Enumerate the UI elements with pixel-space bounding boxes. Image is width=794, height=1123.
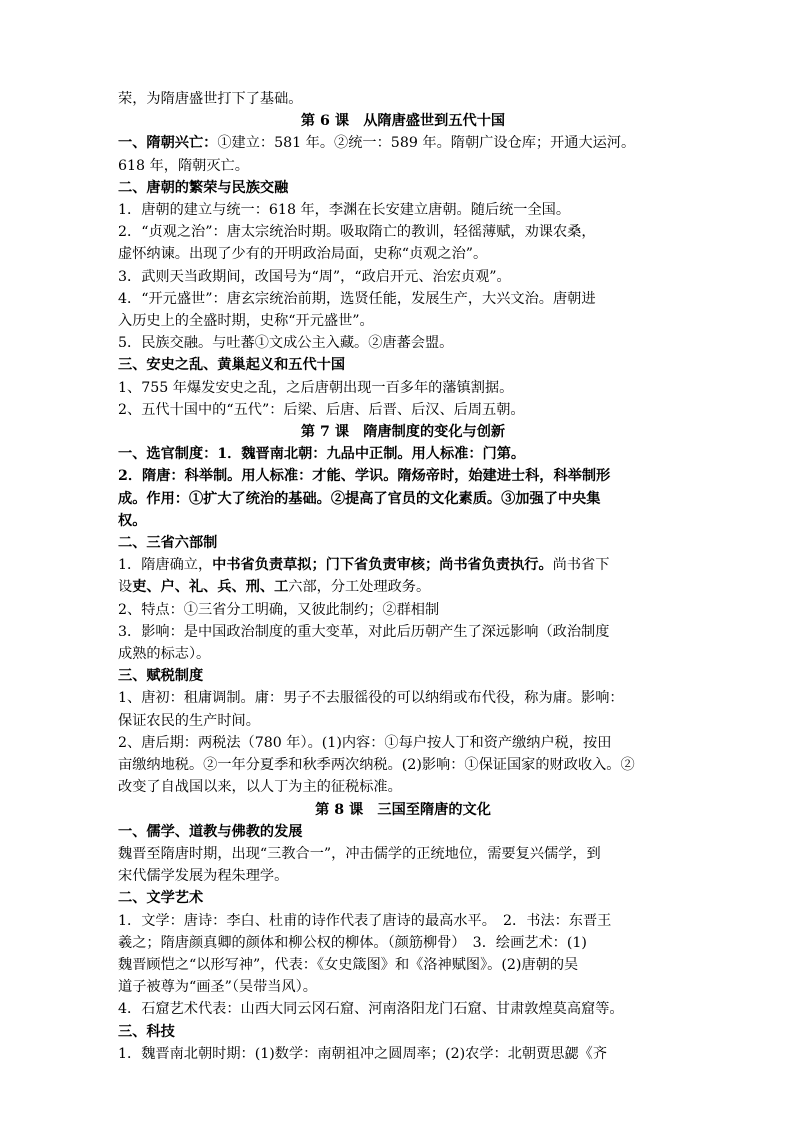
section-heading: 二、三省六部制	[118, 535, 218, 552]
text-line: 荣，为隋唐盛世打下了基础。	[118, 91, 303, 107]
text-line: 2、特点：①三省分工明确，又彼此制约；②群相制	[118, 601, 440, 618]
text-line: 2．“贞观之治”：唐太宗统治时期。吸取隋亡的教训，轻徭薄赋，劝课农桑，	[118, 224, 596, 241]
section-heading: 三、赋税制度	[118, 668, 204, 685]
bold-span: 吏、户、礼、兵、刑、工	[132, 579, 289, 596]
text-line: 2、唐后期：两税法（780 年）。(1)内容：①每户按人丁和资产缴纳户税，按田	[118, 734, 612, 751]
text-line: 1．唐朝的建立与统一：618 年，李渊在长安建立唐朝。随后统一全国。	[118, 202, 571, 219]
text-line: 3．影响：是中国政治制度的重大变革，对此后历朝产生了深远影响（政治制度	[118, 623, 610, 640]
section-heading: 二、唐朝的繁荣与民族交融	[118, 179, 289, 196]
text-line: 一、选官制度：1．魏晋南北朝：九品中正制。用人标准：门第。	[118, 446, 526, 463]
text-span: 六部，分工处理政务。	[288, 579, 431, 596]
text-line: 1．文学：唐诗：李白、杜甫的诗作代表了唐诗的最高水平。 2．书法：东晋王	[118, 912, 612, 929]
text-line: 改变了自战国以来，以人丁为主的征税标准。	[118, 779, 402, 796]
text-line: 宋代儒学发展为程朱理学。	[118, 868, 289, 885]
text-line: 魏晋顾恺之“以形写神”，代表：《女史箴图》和《洛神赋图》。(2)唐朝的吴	[118, 956, 579, 973]
document-page	[118, 88, 688, 1065]
text-span: ①建立：581 年。②统一：589 年。隋朝广设仓库；开通大运河。	[217, 135, 636, 152]
section-heading: 一、儒学、道教与佛教的发展	[118, 823, 303, 840]
text-line: 5．民族交融。与吐蕃①文成公主入藏。②唐蕃会盟。	[118, 335, 454, 352]
section-heading: 一、隋朝兴亡：	[118, 135, 218, 152]
text-line: 4．“开元盛世”：唐玄宗统治前期，选贤任能，发展生产，大兴文治。唐朝进	[118, 290, 596, 307]
section-heading: 二、文学艺术	[118, 890, 204, 907]
bold-span: 中书省负责草拟；门下省负责审核；尚书省负责执行。	[212, 557, 553, 574]
text-line: 1、755 年爆发安史之乱，之后唐朝出现一百多年的藩镇割据。	[118, 379, 514, 396]
text-span: 尚书省下	[552, 557, 610, 574]
section-heading: 三、科技	[118, 1023, 175, 1040]
text-line: 权。	[118, 512, 147, 529]
section-heading: 三、安史之乱、黄巢起义和五代十国	[118, 357, 346, 374]
text-span: 设	[118, 579, 133, 596]
text-line: 魏晋至隋唐时期，出现“三教合一”，冲击儒学的正统地位，需要复兴儒学，到	[118, 845, 601, 862]
text-line: 羲之；隋唐颜真卿的颜体和柳公权的柳体。（颜筋柳骨） 3．绘画艺术：(1)	[118, 934, 587, 951]
lesson-title: 第 8 课 三国至隋唐的文化	[315, 801, 491, 818]
text-line: 4．石窟艺术代表：山西大同云冈石窟、河南洛阳龙门石窟、甘肃敦煌莫高窟等。	[118, 1001, 624, 1018]
text-line: 保证农民的生产时间。	[118, 712, 260, 729]
text-line	[118, 576, 688, 598]
text-line: 2、五代十国中的“五代”：后梁、后唐、后晋、后汉、后周五朝。	[118, 401, 525, 418]
text-line: 成熟的标志）。	[118, 646, 211, 663]
text-span: 1．隋唐确立，	[118, 557, 213, 574]
text-line: 成。作用：①扩大了统治的基础。②提高了官员的文化素质。③加强了中央集	[118, 490, 601, 507]
text-line: 虚怀纳谏。出现了少有的开明政治局面，史称“贞观之治”。	[118, 246, 488, 263]
text-line: 618 年，隋朝灭亡。	[118, 157, 249, 174]
text-line: 入历史上的全盛时期，史称“开元盛世”。	[118, 313, 374, 330]
text-line: 2．隋唐：科举制。用人标准：才能、学识。隋炀帝时，始建进士科，科举制形	[118, 468, 611, 485]
text-line	[118, 554, 688, 576]
lesson-title: 第 6 课 从隋唐盛世到五代十国	[300, 113, 506, 130]
text-line: 1．魏晋南北朝时期：(1)数学：南朝祖冲之圆周率；(2)农学：北朝贾思勰《齐	[118, 1045, 608, 1062]
text-line: 3．武则天当政期间，改国号为“周”，“政启开元、治宏贞观”。	[118, 268, 511, 285]
lesson-title: 第 7 课 隋唐制度的变化与创新	[300, 424, 506, 441]
text-line	[118, 132, 688, 154]
text-line: 1、唐初：租庸调制。庸：男子不去服徭役的可以纳绢或布代役，称为庸。影响：	[118, 690, 624, 707]
text-line: 亩缴纳地税。②一年分夏季和秋季两次纳税。(2)影响：①保证国家的财政收入。②	[118, 757, 635, 774]
text-line: 道子被尊为“画圣”（吴带当风）。	[118, 979, 317, 996]
